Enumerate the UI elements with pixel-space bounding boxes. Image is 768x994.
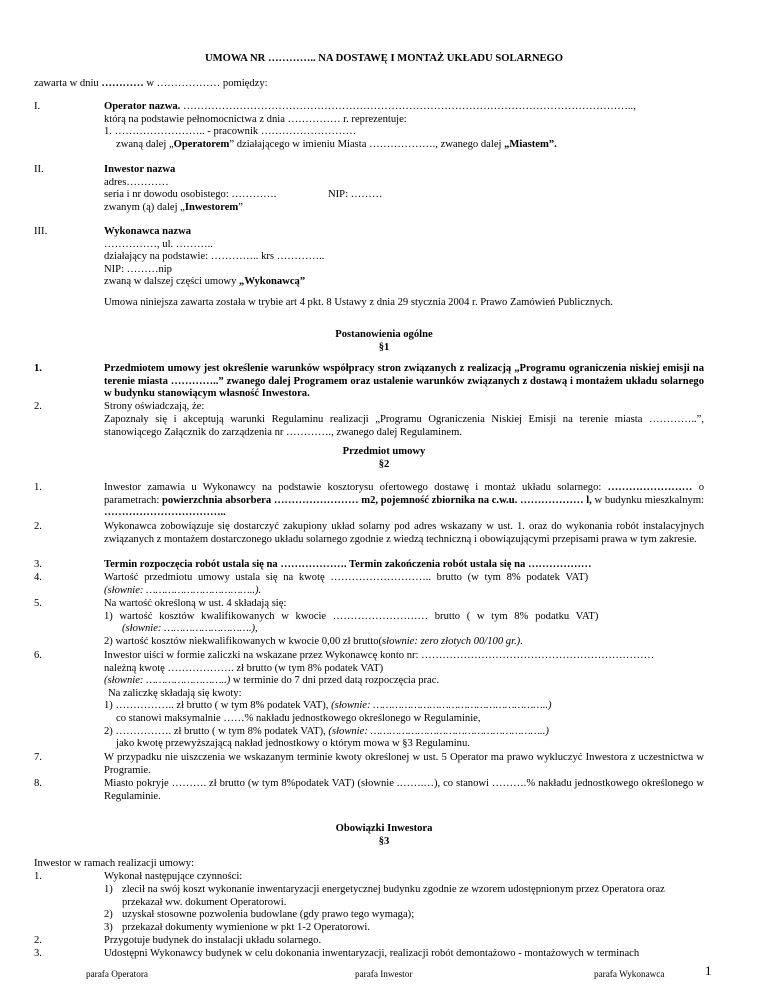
item-number: 6. <box>34 650 42 661</box>
party-line: działający na podstawie: ………….. krs ………….. <box>104 251 325 263</box>
list-item <box>104 884 704 909</box>
s2-advance-part-words: (słownie: ………………………………………………..) <box>331 700 552 712</box>
item-number: 5. <box>34 598 42 609</box>
party-name: Wykonawca nazwa <box>104 226 192 237</box>
party-contractor <box>104 226 704 289</box>
s2-value: Wartość przedmiotu umowy ustala się na kwotę ……………………….. brutto (w tym 8% podatek VAT) <box>104 572 589 583</box>
s2-text: w terminie do 7 dni przed datą rozpoczęcia prac. <box>230 675 440 687</box>
document-title: UMOWA NR ………….. NA DOSTAWĘ I MONTAŻ UKŁADU SOLARNEGO <box>204 53 564 64</box>
s1-item-2-detail: Zapoznały się i akceptują warunki Regulaminu realizacji „Programu Ograniczenia Niskiej Emisji na terenie miasta …………..”, stanowiącego Załącznik do zarządzenia nr …………., zwanego dalej Regulaminem. <box>104 414 704 438</box>
list-item-number: 1) <box>104 884 113 895</box>
s2-account: Inwestor uiści w formie zaliczki na wskazane przez Wykonawcę konto nr: ………………………………………………………… <box>104 650 655 661</box>
party-role: „Miastem”. <box>504 138 557 150</box>
legal-basis: Umowa niniejsza zawarta została w trybie art 4 pkt. 8 Ustawy z dnia 29 stycznia 2004 r. Prawo Zamówień Publicznych. <box>104 297 613 308</box>
s2-text: w budynku mieszkalnym: <box>591 494 705 506</box>
party-operator <box>104 101 704 151</box>
item-number: 4. <box>34 572 42 583</box>
item-number: 8. <box>34 778 42 789</box>
s2-text: Inwestor zamawia u Wykonawcy na podstawie kosztorysu ofertowego dostawę i montaż układu solarnego: <box>104 482 608 493</box>
s1-item-1: Przedmiotem umowy jest określenie warunków współpracy stron związanych z realizacją „Programu ograniczenia niskiej emisji na terenie miasta …………..” zwanego dalej Programem oraz ustalenie warunków związanych z dostawą i montażem układu solarnego w budynku stanowiącym własność Inwestora. <box>104 363 704 400</box>
s2-qualified-words: (słownie: ……………………….), <box>122 623 258 635</box>
s3-item-3: Udostępni Wykonawcy budynek w celu dokonania inwentaryzacji, realizacji robót demontażowo - montażowych w terminach <box>104 948 640 959</box>
party-name: Inwestor nazwa <box>104 164 176 175</box>
s2-blank: …………………… <box>607 482 693 493</box>
party-line: ……………, ul. ……….. <box>104 238 213 250</box>
party-line: seria i nr dowodu osobistego: …………. <box>104 189 277 201</box>
s2-parameters: powierzchnia absorbera …………………… m2, pojemność zbiornika na c.w.u. ……………… l, <box>161 494 592 506</box>
party-role: Inwestorem <box>184 201 239 213</box>
item-number: 3. <box>34 948 42 959</box>
s2-text: co stanowi maksymalnie ……% nakładu jednostkowego określonego w Regulaminie, <box>116 712 481 724</box>
s2-text: jako kwotę przewyższającą nakład jednostkowy o którym mowa w §3 Regulaminu. <box>116 738 470 750</box>
party-line: NIP: ………nip <box>104 263 172 275</box>
party-number: I. <box>34 101 41 112</box>
section-heading: Obowiązki Inwestora <box>335 823 433 834</box>
party-line: adres………… <box>104 176 169 188</box>
list-item-number: 2) <box>104 909 113 921</box>
s2-advance-amount: należną kwotę ………………. zł brutto (w tym 8% podatek VAT) <box>104 662 384 674</box>
party-nip: NIP: ……… <box>328 189 383 201</box>
party-role: „Wykonawcą” <box>239 276 306 288</box>
s2-item-1 <box>104 482 704 520</box>
list-item-text: uzyskał stosowne pozwolenia budowlane (gdy prawo tego wymaga); <box>122 909 415 921</box>
party-line: zwaną w dalszej części umowy <box>104 276 240 288</box>
s1-item-2: Strony oświadczają, że: <box>104 401 205 412</box>
s2-text: Na zaliczkę składają się kwoty: <box>108 687 242 699</box>
section-sign: §2 <box>378 459 390 470</box>
s2-advance-words: (słownie: ……………………..) <box>104 675 231 687</box>
page-number: 1 <box>705 963 712 978</box>
item-number: 7. <box>34 752 42 763</box>
s3-item-2: Przygotuje budynek do instalacji układu solarnego. <box>104 935 322 946</box>
party-role: Operatorem <box>173 138 230 150</box>
footer-initials-contractor: parafa Wykonawca <box>594 969 665 979</box>
s2-item-2: Wykonawca zobowiązuje się dostarczyć zakupiony układ solarny pod adres wskazany w ust. 1. oraz do wykonania robót instalacyjnych związanych z montażem dostarczonego układu solarnego zgodnie z wiedzą techniczną i obowiązującymi przepisami prawa w tym zakresie. <box>104 521 704 545</box>
s2-text: Na wartość określoną w ust. 4 składają się: <box>104 598 287 609</box>
s3-item-1: Wykonał następujące czynności: <box>104 871 243 882</box>
s3-sublist <box>104 884 704 934</box>
s2-unqualified-costs: 2) wartość kosztów niekwalifikowanych w kwocie 0,00 zł brutto( <box>104 635 383 647</box>
item-number: 2. <box>34 521 42 532</box>
party-line: którą na podstawie pełnomocnictwa z dnia …………… r. reprezentuje: <box>104 113 407 125</box>
item-number: 2. <box>34 401 42 412</box>
item-number: 1. <box>34 363 42 374</box>
s2-item-4 <box>104 572 704 597</box>
list-item-text: zlecił na swój koszt wykonanie inwentaryzacji energetycznej budynku zgodnie ze wzorem udostępnionym przez Operatora oraz przekazał ww. dokument Operatorowi. <box>122 884 665 908</box>
party-line: ” działającego w imieniu Miasta ………………., zwanego dalej <box>229 138 505 150</box>
section-heading: Postanowienia ogólne <box>335 329 433 340</box>
party-line: 1. …………………….. - pracownik ……………………… <box>104 126 357 138</box>
footer-initials-investor: parafa Inwestor <box>355 969 413 979</box>
s2-item-8: Miasto pokryje ………. zł brutto (w tym 8%podatek VAT) (słownie .…….…), co stanowi ……….% nakładu jednostkowego określonego w Regulaminie. <box>104 778 704 802</box>
list-item <box>104 909 704 922</box>
s2-unqualified-words: słownie: zero złotych 00/100 gr.). <box>382 635 523 647</box>
intro-text: zawarta w dniu <box>34 78 102 89</box>
s2-item-3: Termin rozpoczęcia robót ustala się na ………………. Termin zakończenia robót ustala się na ……………… <box>104 559 592 570</box>
party-line: ” <box>238 201 243 213</box>
item-number: 2. <box>34 935 42 946</box>
s2-value-words: (słownie: ……………………………..). <box>104 584 262 596</box>
list-item-number: 3) <box>104 921 113 933</box>
intro-line <box>34 78 268 91</box>
party-name: Operator nazwa. <box>104 101 181 112</box>
s2-text: o parametrach: <box>104 482 704 506</box>
list-item-text: przekazał dokumenty wymienione w pkt 1-2 Operatorowi. <box>122 921 370 933</box>
party-name-dots: ……………………………………………………………………………………………………………….., <box>180 101 636 112</box>
item-number: 1. <box>34 871 42 882</box>
list-item <box>104 922 704 935</box>
item-number: 3. <box>34 559 42 570</box>
s2-item-7: W przypadku nie uiszczenia we wskazanym terminie kwoty określonej w ust. 5 Operator ma prawo wykluczyć Inwestora z uczestnictwa w Programie. <box>104 752 704 776</box>
section-sign: §1 <box>378 342 390 353</box>
s2-qualified-costs: 1) wartość kosztów kwalifikowanych w kwocie ……………………… brutto ( w tym 8% podatku VAT) <box>104 610 599 622</box>
s2-blank: …………………………….. <box>104 507 226 519</box>
section-heading: Przedmiot umowy <box>342 446 426 457</box>
section-sign: §3 <box>378 836 390 847</box>
intro-date: ………… <box>101 78 144 89</box>
s2-advance-part: 1) …………….. zł brutto ( w tym 8% podatek VAT), <box>104 700 332 712</box>
s2-advance-part: 2) ……………. zł brutto ( w tym 8% podatek VAT), <box>104 725 329 737</box>
s2-item-5 <box>104 598 704 648</box>
party-line: zwanym (ą) dalej „ <box>104 201 185 213</box>
party-number: III. <box>34 226 48 237</box>
party-line: zwaną dalej „ <box>116 138 174 150</box>
s2-item-6 <box>104 650 704 751</box>
footer-initials-operator: parafa Operatora <box>86 969 148 979</box>
intro-place: w ……………… pomiędzy: <box>143 78 268 89</box>
party-investor <box>104 164 704 214</box>
s2-advance-part-words: (słownie: ………………………………………………..) <box>328 725 549 737</box>
item-number: 1. <box>34 482 42 493</box>
party-number: II. <box>34 164 44 175</box>
s3-lead: Inwestor w ramach realizacji umowy: <box>34 858 195 869</box>
